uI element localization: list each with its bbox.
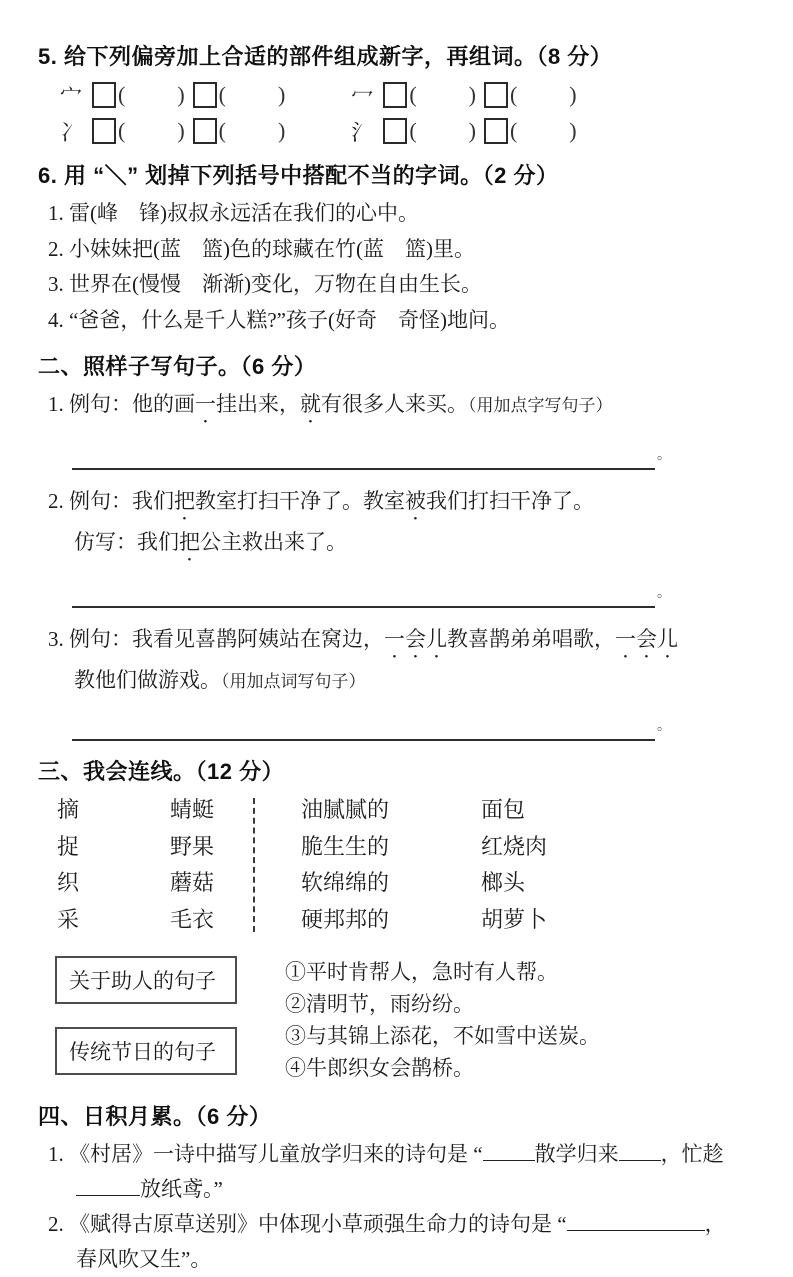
radical-mianzitou: 宀: [59, 83, 82, 109]
dotted-emphasis-text: 一: [195, 392, 216, 416]
fill-in-blank[interactable]: [619, 1142, 661, 1161]
text-segment: 2. 《赋得古原草送别》中体现小草顽强生命力的诗句是 “: [48, 1212, 567, 1236]
answer-box[interactable]: [92, 118, 116, 144]
category-sentence[interactable]: ②清明节，雨纷纷。: [285, 992, 474, 1016]
match-item[interactable]: 胡萝卜: [481, 906, 548, 932]
sec3-heading: 三、我会连线。（12 分）: [38, 759, 285, 784]
category-sentence[interactable]: ④牛郎织女会鹊桥。: [285, 1056, 474, 1080]
radical-mizitou: 冖: [351, 83, 374, 109]
sec2-item-2-line2: [74, 525, 793, 566]
answer-rule[interactable]: [72, 590, 655, 608]
category-sentence[interactable]: ①平时肯帮人，急时有人帮。: [285, 960, 558, 984]
sec2-item-3-line1: [48, 622, 793, 663]
match-column-objects: [481, 792, 547, 938]
answer-box[interactable]: [383, 118, 407, 144]
instruction-note: （用加点词写句子）: [221, 672, 366, 691]
match-item[interactable]: 毛衣: [170, 906, 215, 932]
category-sentences: [285, 956, 600, 1084]
match-item[interactable]: 油腻腻的: [301, 797, 390, 822]
text-segment: 教室打扫干净了。教室: [195, 489, 405, 513]
match-item[interactable]: 面包: [481, 797, 526, 822]
matching-area: [57, 792, 793, 938]
text-segment: 放纸鸢。”: [140, 1177, 223, 1201]
q6-heading: 6. 用 “＼” 划掉下列括号中搭配不当的字词。（2 分）: [38, 163, 559, 188]
dotted-emphasis-text: 就: [300, 392, 321, 416]
answer-box[interactable]: [383, 82, 407, 108]
answer-rule[interactable]: [72, 452, 655, 470]
match-item[interactable]: 捉: [57, 833, 80, 859]
category-box-helping[interactable]: 关于助人的句子: [55, 956, 237, 1004]
text-segment: ，忙趁: [660, 1142, 724, 1166]
category-sentence[interactable]: ③与其锦上添花，不如雪中送炭。: [285, 1024, 600, 1048]
q6-sentence: 2. 小妹妹把(蓝 篮)色的球藏在竹(蓝 篮)里。: [48, 236, 475, 261]
answer-blank-line[interactable]: [72, 586, 793, 608]
sec2-heading: 二、照样子写句子。（6 分）: [38, 354, 317, 379]
match-column-nouns: [170, 792, 253, 938]
text-segment: 教他们做游戏。: [74, 668, 221, 692]
match-item[interactable]: 蜻蜓: [170, 797, 215, 822]
text-segment: 有很多人来买。: [321, 392, 468, 416]
period-mark: 。: [657, 719, 671, 734]
category-boxes: [55, 956, 237, 1084]
match-item[interactable]: 摘: [57, 797, 80, 822]
text-segment: 公主救出来了。: [200, 530, 347, 554]
match-item[interactable]: 硬邦邦的: [301, 906, 390, 932]
text-segment: 教喜鹊弟弟唱歌，: [447, 627, 615, 651]
dotted-emphasis-text: 把: [174, 489, 195, 513]
sec2-item-1: [48, 387, 793, 428]
answer-blank-line[interactable]: [72, 719, 793, 741]
instruction-note: （用加点字写句子）: [468, 396, 613, 415]
sec4-item-2-line2: [76, 1242, 793, 1277]
period-mark: 。: [657, 448, 671, 463]
category-box-festival[interactable]: 传统节日的句子: [55, 1027, 237, 1075]
text-segment: 散学归来: [534, 1142, 619, 1166]
sec2-item-2-line1: [48, 484, 793, 525]
radical-liangdianshui: 冫: [59, 119, 82, 145]
period-mark: 。: [657, 586, 671, 601]
section-q5: [0, 40, 793, 149]
fill-in-blank[interactable]: [483, 1142, 535, 1161]
q6-sentence: 3. 世界在(慢慢 渐渐)变化，万物在自由生长。: [48, 272, 482, 296]
answer-box[interactable]: [484, 118, 508, 144]
section-3: [0, 755, 793, 1084]
text-segment: 挂出来，: [216, 392, 300, 416]
answer-rule[interactable]: [72, 723, 655, 741]
section-q6: [0, 159, 793, 338]
match-item[interactable]: 野果: [170, 833, 215, 859]
match-item[interactable]: 织: [57, 870, 80, 895]
match-item[interactable]: 采: [57, 906, 80, 932]
match-column-adjectives: [301, 792, 481, 938]
match-item[interactable]: 榔头: [481, 870, 526, 895]
radical-sandianshui: 氵: [351, 119, 374, 145]
text-segment: 3. 例句：我看见喜鹊阿姨站在窝边，: [48, 627, 384, 651]
answer-box[interactable]: [193, 82, 217, 108]
sec4-item-2-line1: [48, 1207, 793, 1242]
dotted-emphasis-text: 把: [179, 530, 200, 554]
dashed-divider: [253, 798, 255, 932]
match-column-verbs: [57, 792, 170, 938]
text-segment: 仿写：我们: [74, 530, 179, 554]
sec4-heading: 四、日积月累。（6 分）: [38, 1104, 272, 1129]
fill-in-blank[interactable]: [76, 1177, 140, 1196]
section-4: [0, 1100, 793, 1277]
q6-sentence: 4. “爸爸，什么是千人糕?”孩子(好奇 奇怪)地问。: [48, 307, 510, 332]
category-matching-area: [55, 956, 793, 1084]
sec4-item-1-line1: [48, 1137, 793, 1172]
q5-heading: 5. 给下列偏旁加上合适的部件组成新字，再组词。（8 分）: [38, 44, 613, 69]
match-item[interactable]: 脆生生的: [301, 833, 390, 859]
match-item[interactable]: 蘑菇: [170, 870, 215, 895]
text-segment: ，: [704, 1212, 726, 1236]
text-segment: 2. 例句：我们: [48, 489, 174, 513]
section-2: [0, 350, 793, 741]
answer-box[interactable]: [193, 118, 217, 144]
sec2-item-3-line2: [74, 663, 793, 699]
q6-items: [48, 196, 793, 338]
match-item[interactable]: 软绵绵的: [301, 870, 390, 895]
dotted-emphasis-text: 被: [405, 489, 426, 513]
answer-box[interactable]: [92, 82, 116, 108]
answer-blank-line[interactable]: [72, 448, 793, 470]
sec4-item-1-line2: [76, 1172, 793, 1207]
fill-in-blank[interactable]: [567, 1212, 705, 1231]
text-segment: 我们打扫干净了。: [426, 489, 594, 513]
dotted-emphasis-text: 一会儿: [615, 627, 678, 651]
answer-box[interactable]: [484, 82, 508, 108]
match-item[interactable]: 红烧肉: [481, 833, 548, 859]
q5-row-2: 冫 ( ) ( ) 氵 ( ) ( ): [58, 113, 793, 149]
q5-row-1: 宀 ( ) ( ) 冖 ( ) ( ): [58, 77, 793, 113]
text-segment: 1. 例句：他的画: [48, 392, 195, 416]
text-segment: 春风吹又生”。: [76, 1247, 212, 1271]
q6-sentence: 1. 雷(峰 锋)叔叔永远活在我们的心中。: [48, 201, 419, 225]
text-segment: 1. 《村居》一诗中描写儿童放学归来的诗句是 “: [48, 1142, 483, 1166]
dotted-emphasis-text: 一会儿: [384, 627, 447, 651]
